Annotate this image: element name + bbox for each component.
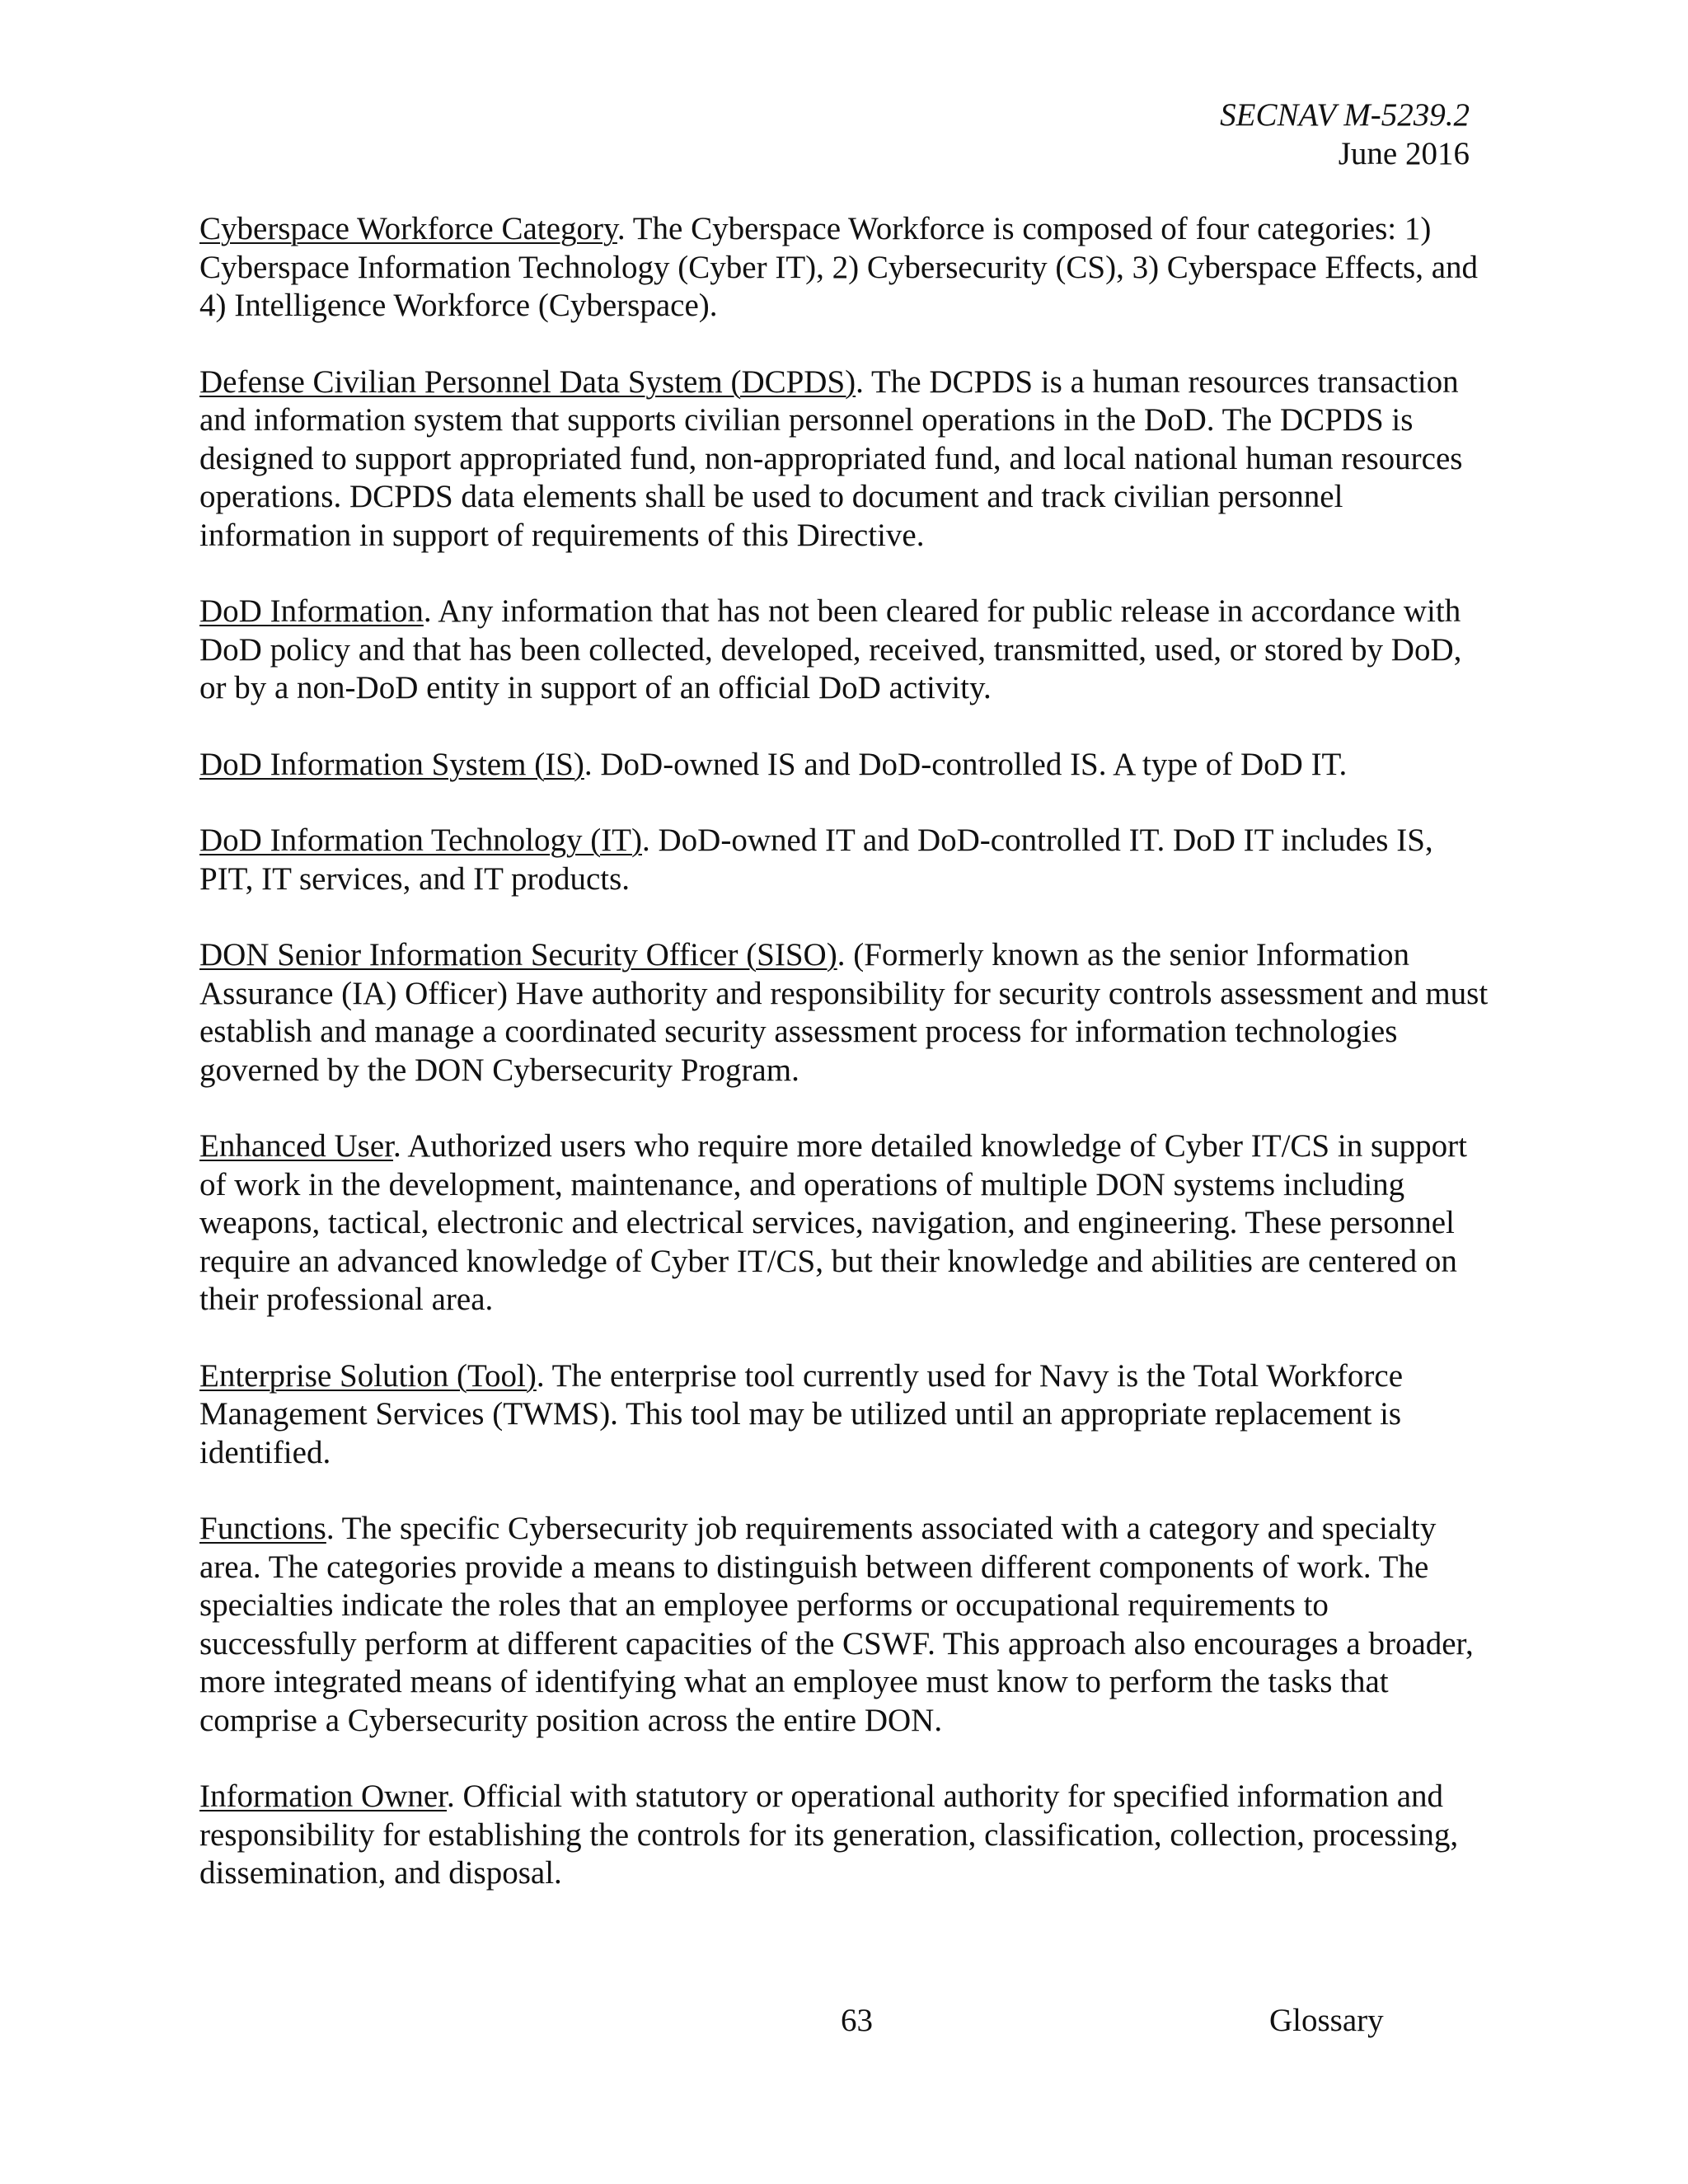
glossary-term: DON Senior Information Security Officer (SISO) [199, 937, 837, 972]
glossary-entry [199, 746, 1493, 785]
glossary-entry [199, 210, 1493, 326]
document-id: SECNAV M-5239.2 [1220, 97, 1470, 133]
glossary-term: Enhanced User [199, 1128, 393, 1164]
glossary-definition: . The specific Cybersecurity job requirements associated with a category and specialty area. The categories provide a means to distinguish between different components of work. The specialties indicate the roles that an employee performs or occupational requirements to successfully perform at different capacities of the CSWF. This approach also encourages a broader, more integrated means of identifying what an employee must know to perform the tasks that comprise a Cybersecurity position across the entire DON. [199, 1511, 1474, 1738]
glossary-definition: . (Formerly known as the senior Information Assurance (IA) Officer) Have authority and responsibility for security controls assessment and must establish and manage a coordinated security assessment process for information technologies governed by the DON Cybersecurity Program. [199, 937, 1489, 1088]
glossary-term: Enterprise Solution (Tool) [199, 1357, 537, 1394]
page-header [1220, 96, 1470, 173]
page-number: 63 [841, 2003, 873, 2038]
glossary-term: Defense Civilian Personnel Data System (DCPDS) [199, 363, 856, 400]
glossary-entry [199, 363, 1493, 555]
section-name: Glossary [1269, 2003, 1384, 2038]
glossary-term: DoD Information [199, 593, 424, 629]
glossary-definition: . DoD-owned IS and DoD-controlled IS. A type of DoD IT. [584, 746, 1348, 782]
glossary-term: Cyberspace Workforce Category [199, 211, 617, 246]
page-footer [0, 2001, 1688, 2042]
glossary-definition: . Any information that has not been cleared for public release in accordance with DoD policy and that has been collected, developed, received, transmitted, used, or stored by DoD, or by a non-DoD entity in support of an official DoD activity. [199, 593, 1462, 705]
glossary-term: Functions [199, 1511, 326, 1546]
glossary-term: Information Owner [199, 1779, 448, 1814]
glossary-definition: . Official with statutory or operational authority for specified information and responsibility for establishing the controls for its generation, classification, collection, processing, dissemination, and disposal. [199, 1779, 1459, 1891]
glossary-definition: . DoD-owned IT and DoD-controlled IT. DoD IT includes IS, PIT, IT services, and IT products. [199, 823, 1433, 897]
glossary-term: DoD Information Technology (IT) [199, 823, 642, 858]
glossary-entry [199, 936, 1493, 1090]
glossary-definition: . The enterprise tool currently used for Navy is the Total Workforce Management Services (TWMS). This tool may be utilized until an appropriate replacement is identified. [199, 1357, 1404, 1470]
glossary-definition: . The DCPDS is a human resources transaction and information system that supports civilian personnel operations in the DoD. The DCPDS is designed to support appropriated fund, non-appropriated fund, and local national human resources operations. DCPDS data elements shall be used to document and track civilian personnel information in support of requirements of this Directive. [199, 363, 1463, 553]
glossary-definition: . The Cyberspace Workforce is composed of four categories: 1) Cyberspace Information Technology (Cyber IT), 2) Cybersecurity (CS), 3) Cyberspace Effects, and 4) Intelligence Workforce (Cyberspace). [199, 211, 1479, 323]
glossary-entry [199, 822, 1493, 898]
glossary-entry [199, 1127, 1493, 1319]
document-date: June 2016 [1338, 136, 1470, 171]
glossary-entry [199, 1778, 1493, 1893]
glossary-term: DoD Information System (IS) [199, 746, 584, 782]
glossary-entry [199, 1357, 1493, 1473]
glossary-definition: . Authorized users who require more detailed knowledge of Cyber IT/CS in support of work in the development, maintenance, and operations of multiple DON systems including weapons, tactical, electronic and electrical services, navigation, and engineering. These personnel require an advanced knowledge of Cyber IT/CS, but their knowledge and abilities are centered on their professional area. [199, 1128, 1467, 1317]
glossary-entry [199, 593, 1493, 708]
glossary-entry [199, 1510, 1493, 1740]
glossary-entries [199, 210, 1493, 1931]
